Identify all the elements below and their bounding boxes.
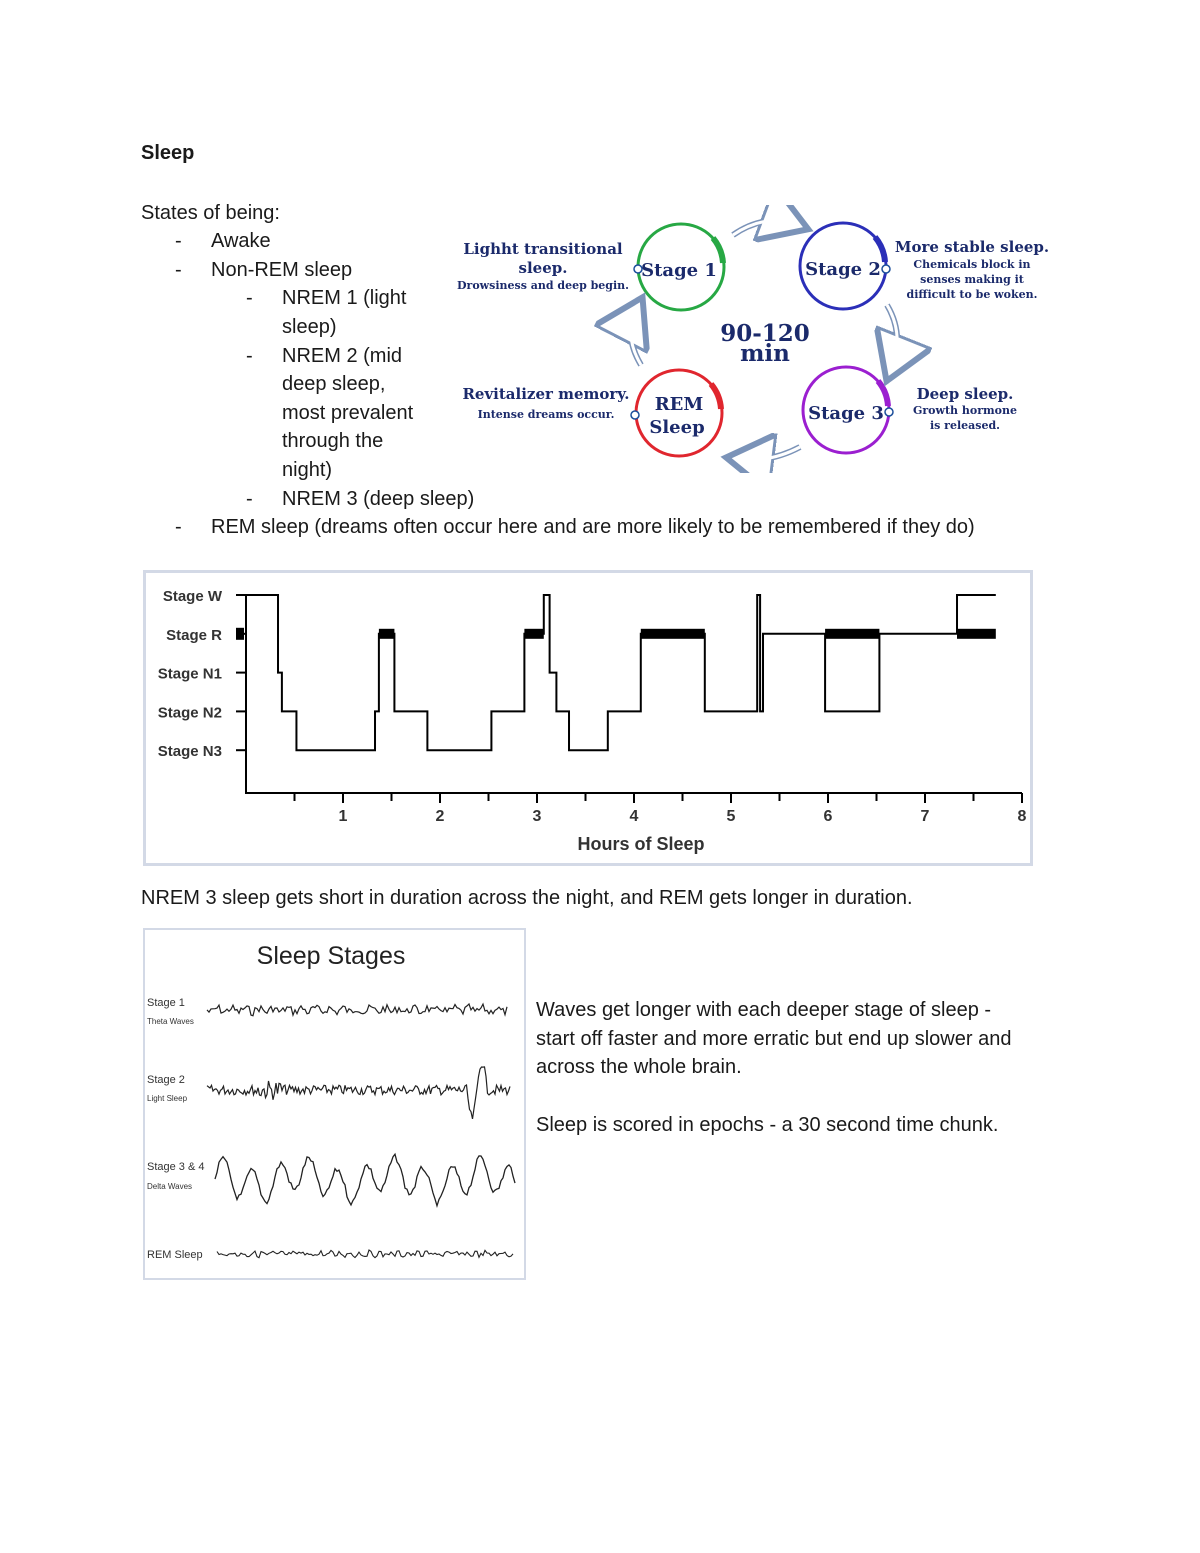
hypnogram-rem-marker (236, 628, 244, 640)
stage3-node (803, 367, 893, 453)
cycle-arrow-inner (733, 221, 797, 235)
hypnogram-x-tick-label: 7 (920, 808, 930, 825)
hypnogram-x-tick-label: 4 (629, 808, 639, 825)
hypnogram-x-tick-label: 5 (726, 808, 736, 825)
list-item-nrem2-line: deep sleep, (282, 373, 386, 395)
hypnogram-y-tick-label: Stage N1 (157, 665, 222, 683)
eeg-trace-stage1 (207, 1004, 507, 1016)
bullet-dash: - (175, 516, 182, 538)
list-item-rem: REM sleep (dreams often occur here and are more likely to be remembered if they do) (211, 516, 975, 538)
hypnogram-x-tick-label: 8 (1017, 808, 1027, 825)
eeg-trace-sublabel: Theta Waves (147, 1017, 194, 1026)
rem-node (631, 370, 722, 456)
rem-label-line: Sleep (649, 417, 705, 438)
eeg-trace-label: Stage 2 (147, 1074, 185, 1086)
stage1-node (634, 224, 724, 310)
list-item-nrem2-line: night) (282, 459, 333, 481)
eeg-figure-title: Sleep Stages (256, 942, 406, 970)
rem-dot (631, 411, 639, 419)
hypnogram-y-tick-label: Stage R (166, 626, 222, 644)
waves-paragraph (536, 996, 1136, 1082)
page-title: Sleep (141, 142, 195, 164)
hypnogram-y-tick-label: Stage N2 (157, 704, 222, 722)
eeg-trace-sublabel: Delta Waves (147, 1182, 193, 1191)
list-item-awake: Awake (211, 230, 271, 252)
eeg-trace-stage3-4 (215, 1154, 515, 1206)
stage2-note-line: senses making it (920, 273, 1024, 286)
list-item (246, 284, 253, 313)
hypnogram-series-line (246, 595, 996, 750)
hypnogram-caption: NREM 3 sleep gets short in duration across the night, and REM gets longer in duration. (141, 887, 913, 909)
stage1-label: Stage 1 (641, 260, 717, 281)
hypnogram-x-tick-label: 1 (338, 808, 348, 825)
list-item-nrem1-line: sleep) (282, 316, 337, 338)
eeg-figure (143, 928, 526, 1280)
stage1-note-line: Drowsiness and deep begin. (457, 279, 629, 292)
list-item-nrem2-line: through the (282, 430, 384, 452)
rem-note-line: Intense dreams occur. (477, 408, 615, 421)
stage3-note-line: is released. (929, 419, 1001, 432)
list-item (246, 342, 253, 371)
hypnogram-x-tick-label: 2 (435, 808, 445, 825)
list-item (175, 256, 182, 285)
rem-accent (711, 384, 721, 409)
stage3-note-line: Growth hormone (912, 404, 1018, 417)
list-item (246, 485, 253, 514)
rem-label-line: REM (654, 394, 704, 415)
eeg-trace-sublabel: Light Sleep (147, 1094, 188, 1103)
waves-paragraph-line: Waves get longer with each deeper stage of sleep - (536, 999, 992, 1021)
stage1-note-line: Lighht transitional (463, 240, 623, 258)
stage3-label: Stage 3 (808, 403, 884, 424)
rem-note-line: Revitalizer memory. (462, 385, 630, 403)
hypnogram-x-tick-label: 3 (532, 808, 542, 825)
states-label: States of being: (141, 202, 280, 224)
list-item-nrem3: NREM 3 (deep sleep) (282, 488, 475, 510)
eeg-trace-label: Stage 3 & 4 (147, 1161, 205, 1173)
bullet-dash: - (175, 259, 182, 281)
hypnogram-x-tick-label: 6 (823, 808, 833, 825)
stage2-node (800, 223, 890, 309)
eeg-trace-label: Stage 1 (147, 997, 185, 1009)
stage3-note-line: Deep sleep. (916, 385, 1014, 403)
bullet-dash: - (246, 345, 253, 367)
stage2-dot (882, 265, 890, 273)
stage1-note-line: sleep. (518, 259, 568, 277)
list-item-nrem1-line: NREM 1 (light (282, 287, 407, 309)
hypnogram-axes (246, 595, 1022, 793)
hypnogram-y-tick-label: Stage N3 (157, 743, 222, 761)
list-item-nonrem: Non-REM sleep (211, 259, 353, 281)
list-item-nrem2-line: NREM 2 (mid (282, 345, 403, 367)
eeg-trace-stage2 (207, 1067, 510, 1119)
eeg-trace-rem (217, 1250, 513, 1258)
eeg-figure-canvas (145, 930, 524, 1278)
eeg-trace-label: REM Sleep (147, 1249, 203, 1261)
list-item (175, 227, 182, 256)
bullet-dash: - (246, 488, 253, 510)
hypnogram-rem-period (957, 629, 996, 639)
cycle-duration-line: 90-120 (720, 320, 810, 347)
waves-paragraph-line: start off faster and more erratic but end up slower and (536, 1027, 1012, 1050)
list-item-nrem2-line: most prevalent (282, 402, 414, 424)
stage3-dot (885, 408, 893, 416)
hypnogram-chart (146, 573, 1030, 863)
hypnogram-x-axis-label: Hours of Sleep (577, 834, 705, 854)
list-item (175, 513, 182, 542)
sleep-cycle-diagram (455, 205, 1055, 473)
stage2-note-line: difficult to be woken. (906, 288, 1038, 301)
stage2-label: Stage 2 (805, 259, 881, 280)
hypnogram-rem-period (825, 629, 879, 639)
bullet-dash: - (175, 230, 182, 252)
stage2-note-line: Chemicals block in (913, 258, 1031, 271)
epoch-paragraph: Sleep is scored in epochs - a 30 second time chunk. (536, 1114, 999, 1136)
hypnogram-y-tick-label: Stage W (162, 588, 222, 605)
stage2-note-line: More stable sleep. (894, 238, 1050, 256)
hypnogram-frame (143, 570, 1033, 866)
waves-paragraph-line: across the whole brain. (536, 1056, 742, 1079)
bullet-dash: - (246, 287, 253, 309)
cycle-duration-line: min (740, 340, 790, 367)
